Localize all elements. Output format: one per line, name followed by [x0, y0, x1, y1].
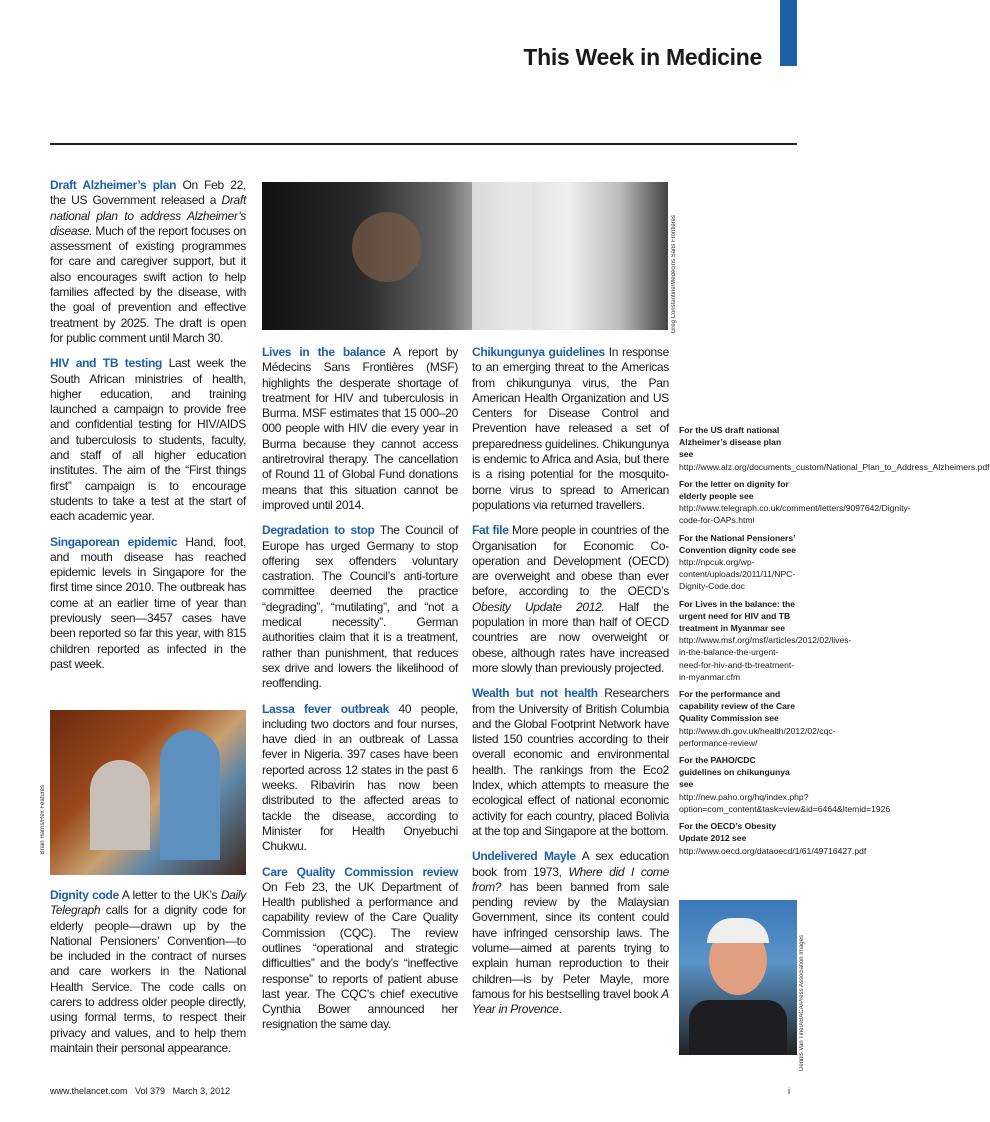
article-heading: Fat file	[472, 523, 509, 538]
article-chikungunya	[472, 345, 669, 513]
article-alzheimer	[50, 178, 246, 346]
sidenote-lead: For the performance and capability review of the Care Quality Commission see	[679, 689, 796, 724]
article-hiv-tb	[50, 356, 246, 524]
article-fat-file	[472, 523, 669, 676]
article-text: On Feb 23, the UK Department of Health published a performance and capability review of the Care Quality Commission (CQC). The review outlines “operational and strategic difficulties” and the body’s “ineffective response” to reports of patient abuse last year. The CQC’s chief executive Cynthia Bower announced her resignation the same day.	[262, 879, 458, 1032]
article-heading: Degradation to stop	[262, 523, 375, 538]
article-wealth	[472, 686, 669, 839]
article-text: A sex education book from 1973,	[472, 849, 669, 879]
article-text: Researchers from the University of British Columbia and the Global Footprint Network have listed 150 countries according to their overall economic and environmental health. The rankings from the Eco2 Index, which attempts to measure the ecological effect of national economic activity for each country, placed Bolivia at the top and Singapore at the bottom.	[472, 686, 669, 838]
article-text: In response to an emerging threat to the Americas from chikungunya virus, the Pan American Health Organization and US Centers for Disease Control and Prevention have released a set of preparedness guidelines. Chikungunya is endemic to Africa and Asia, but there is a rising potential for the mosquito-borne virus to spread to American populations via returned travellers.	[472, 345, 669, 512]
photo-elderly-care	[50, 710, 246, 875]
sidenote	[679, 688, 836, 749]
sidenote-lead: For the US draft national Alzheimer’s disease plan see	[679, 425, 782, 460]
column-3	[472, 345, 669, 1027]
article-text: The Council of Europe has urged Germany to stop offering sex offenders voluntary castration. The Council’s anti-torture committee deemed the practice “degrading”, “mutilating”, and “not a medical necessity”. German authorities claim that it is a treatment, rather than punishment, that reduces sex drive and lowers the likelihood of reoffending.	[262, 523, 458, 691]
sidenote	[679, 754, 891, 815]
article-heading: Draft Alzheimer’s plan	[50, 178, 177, 192]
article-text: calls for a dignity code for elderly people—drawn up by the National Pensioners’ Convention—to be included in the contract of nurses and care workers in the National Health Service. The code calls on carers to address older people directly, using formal terms, to respect their privacy and values, and to help them maintain their personal appearance.	[50, 903, 246, 1055]
article-mayle	[472, 849, 669, 1017]
article-text: A report by Médecins Sans Frontières (MSF) highlights the desperate shortage of treatment for HIV and tuberculosis in Burma. MSF estimates that 15 000–20 000 people with HIV die every year in Burma because they cannot access antiretroviral therapy. The cancellation of Round 11 of Global Fund donations means that this situation cannot be improved until 2014.	[262, 345, 458, 512]
column-1-bottom	[50, 888, 246, 1066]
photo-credit-top: Greg Constantine/Médecins Sans Frontières	[671, 215, 677, 334]
footer-citation: www.thelancet.com Vol 379 March 3, 2012	[50, 1086, 231, 1096]
sidenote-link[interactable]: http://new.paho.org/hq/index.php?option=com_content&task=view&id=6464&Itemid=1926	[679, 791, 891, 814]
sidenote-lead: For the PAHO/CDC guidelines on chikungunya see	[679, 755, 790, 790]
article-lassa	[262, 702, 458, 855]
sidenote	[679, 820, 867, 857]
article-heading: Care Quality Commission review	[262, 864, 458, 879]
sidebar-notes	[679, 424, 990, 862]
article-heading: Lassa fever outbreak	[262, 701, 389, 716]
page-number: i	[788, 1086, 790, 1096]
sidenote-link[interactable]: http://www.alz.org/documents_custom/National_Plan_to_Address_Alzheimers.pdf	[679, 461, 990, 472]
article-text: On Feb 22, the US Government released a	[50, 178, 247, 208]
sidenote-link[interactable]: http://www.msf.org/msf/articles/2012/02/lives-in-the-balance-the-urgent-need-for-hiv-and-tb-treatment-in-myanmar.cfm	[679, 635, 852, 682]
accent-bar	[780, 0, 797, 66]
article-text: has been banned from sale pending review by the Malaysian Government, since its content could have infringed censorship laws. The volume—aimed at parents trying to explain human reproduction to their children—is by Peter Mayle, more famous for his bestselling travel book	[472, 879, 669, 1001]
article-dignity	[50, 888, 246, 1056]
article-text: A letter to the UK’s	[118, 888, 221, 902]
sidenote-lead: For the OECD’s Obesity Update 2012 see	[679, 821, 777, 844]
article-heading: Undelivered Mayle	[472, 849, 576, 864]
photo-credit-left: Brian Harris/Rex Features	[40, 785, 46, 855]
sidenote	[679, 478, 911, 527]
article-heading: Dignity code	[50, 888, 119, 902]
article-text-italic: Where did I come from?	[472, 864, 669, 894]
sidenote	[679, 424, 990, 473]
column-2	[262, 345, 458, 1043]
article-text-italic: Draft national plan to address Alzheimer’s disease.	[50, 193, 246, 238]
sidenote-link[interactable]: http://www.dh.gov.uk/health/2012/02/cqc-performance-review/	[679, 725, 836, 748]
article-heading: HIV and TB testing	[50, 356, 163, 371]
article-text: Half the population in more than half of OECD countries are now overweight or obese, although rates have increased more slowly than previously projected.	[472, 599, 669, 675]
article-text-italic: Daily Telegraph	[50, 888, 246, 918]
sidenote	[679, 532, 797, 593]
article-cqc	[262, 865, 458, 1033]
page-title: This Week in Medicine	[523, 44, 762, 70]
article-text: 40 people, including two doctors and four nurses, have died in an outbreak of Lassa fever in Nigeria. 397 cases have been reported across 12 states in the past 6 weeks. Ribavirin has now been distributed to the affected areas to tackle the disease, according to Minister for Health Onyebuchi Chukwu.	[262, 701, 458, 854]
sidenote-link[interactable]: http://npcuk.org/wp-content/uploads/2011/11/NPC-Dignity-Code.doc	[679, 557, 796, 592]
sidenote-link[interactable]: http://www.telegraph.co.uk/comment/letters/9097642/Dignity-code-for-OAPs.html	[679, 503, 911, 526]
sidenote-link[interactable]: http://www.oecd.org/dataoecd/1/61/49716427.pdf	[679, 845, 867, 856]
article-text: Hand, foot, and mouth disease has reached epidemic levels in Singapore for the first time since 2010. The outbreak has come at an earlier time of year than previously seen—3457 cases have been reported so far this year, with 815 children reported as infected in the past week.	[50, 534, 246, 671]
header-rule	[50, 143, 797, 145]
column-1	[50, 178, 246, 682]
article-degradation	[262, 523, 458, 691]
article-text-italic: Obesity Update 2012.	[472, 599, 605, 614]
article-heading: Wealth but not health	[472, 686, 598, 701]
photo-peter-mayle	[679, 900, 797, 1055]
article-singapore	[50, 535, 246, 673]
article-heading: Singaporean epidemic	[50, 534, 178, 549]
sidenote-lead: For the National Pensioners’ Convention dignity code see	[679, 532, 796, 555]
photo-msf-clinic	[262, 182, 668, 330]
article-text: Much of the report focuses on assessment of existing programmes for care and caregiver support, but it also encourages swift action to help families affected by the disease, with the goal of prevention and effective treatment by 2025. The draft is open for public comment until March 30.	[50, 223, 246, 345]
sidenote	[679, 598, 852, 683]
sidenote-lead: For Lives in the balance: the urgent need for HIV and TB treatment in Myanmar see	[679, 598, 796, 634]
article-text: Last week the South African ministries of health, higher education, and training launched a campaign to provide free and confidential testing for HIV/AIDS and tuberculosis to students, faculty, and staff of all higher education institutes. The aim of the “First things first” campaign is to encourage students to take a test at the start of each academic year.	[50, 356, 246, 524]
photo-credit-right: Dennis Van Tine/ABACA/Press Association Images	[799, 935, 805, 1071]
article-text-italic: A Year in Provence	[472, 986, 669, 1017]
article-text: .	[558, 1002, 562, 1017]
article-text: More people in countries of the Organisation for Economic Co-operation and Development (OECD) are overweight and obese than ever before, according to the OECD’s	[472, 523, 669, 599]
article-heading: Chikungunya guidelines	[472, 345, 605, 359]
article-heading: Lives in the balance	[262, 345, 386, 359]
article-lives-balance	[262, 345, 458, 513]
sidenote-lead: For the letter on dignity for elderly people see	[679, 478, 789, 502]
